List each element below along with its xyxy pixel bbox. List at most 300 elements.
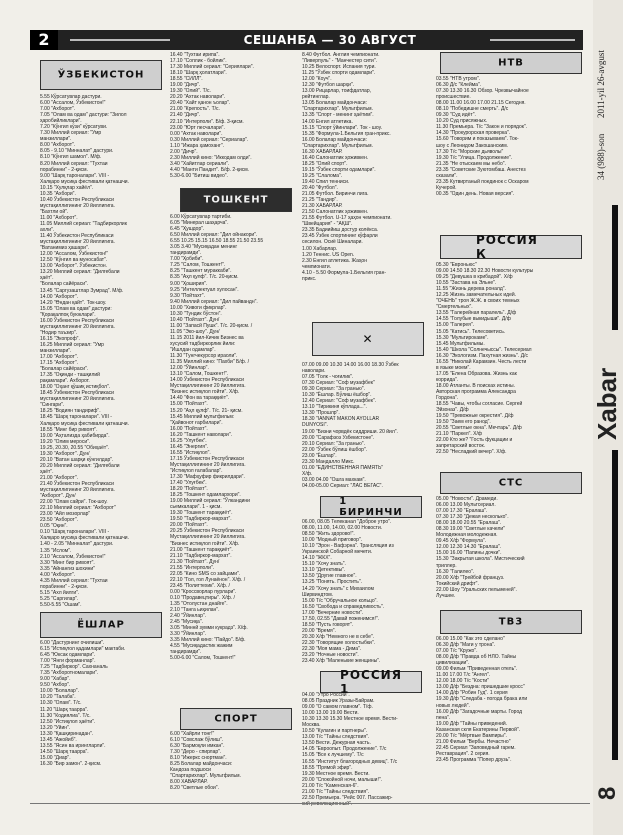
schedule-line: 23.45 Ўзбек спортининг кўфарли (302, 233, 378, 240)
schedule-line: 15.35 "Формула-1.Бельгия гран-прикс. (302, 130, 391, 137)
schedule-line: 20.00 "Время". (302, 627, 336, 634)
schedule-line: "Спартарихлар". Мультфильм. (302, 142, 373, 149)
schedule-line: 22.00 "Олам сайри". Ток-шоу. (40, 499, 108, 506)
schedule-line: 18.25 "Тошкент одамлархори". (170, 492, 241, 499)
schedule-line: Мустақиллигининг 20 йиллигига. (170, 461, 246, 468)
schedule-line: 20.55 "Светлые окна". Мечтарь". Д/ф (436, 425, 522, 432)
schedule-line: Реставрация". 2 серия. (436, 750, 490, 757)
schedule-line: 07.30 13.30 16.30 Обзор. Чрезвычайное (436, 88, 529, 95)
schedule-line: "Болалар сайёраси". (40, 366, 89, 373)
schedule-line: 1.35 "Ислом". (40, 547, 72, 554)
schedule-line: триллер. (436, 562, 457, 569)
schedule-line: "Истиқлол ғалабалар". (170, 467, 223, 474)
logo-rossiya-k: РОССИЯ К (440, 235, 582, 259)
logo-tv3: ТВ3 (440, 610, 582, 634)
schedule-line: 11.15 2011 йил-Кичик Бизнес ва (170, 334, 244, 341)
schedule-line: 15.45 Миллий мультфильм: (170, 413, 235, 420)
schedule-line: 0.10 "Шарқ тароналари". VIII - (40, 529, 110, 536)
schedule-line: новых людей". (436, 702, 470, 709)
schedule-line: 21.55 "Интерполи". (170, 564, 215, 571)
schedule-line: 21.05 Футбол. Биринчи лига. (302, 191, 369, 198)
schedule-line: 12.25 Жизнь замечательных идей. (436, 292, 517, 299)
schedule-line: 19.20 "Олим мероси". (40, 438, 91, 445)
schedule-line: 10.40 "Пойтахт". Дун/ (170, 316, 220, 323)
schedule-line: DUNYOSI". (302, 422, 328, 429)
schedule-line: 23.35 Кутвиртаный поединок с Оскаром (436, 178, 529, 185)
schedule-line: "Сингари". (40, 402, 65, 409)
schedule-line: 22.30 "Моя мама - Дима". (302, 645, 362, 652)
schedule-line: 4.35 Миллий сериал: "Тухтаи (40, 577, 108, 584)
schedule-line: 21.00 Т/с "Каменская-6". (302, 782, 359, 789)
schedule-line: 11.40 Ўзбекистон Республикаси (40, 233, 114, 240)
schedule-line: 11.05 Миллий сериал: "Тадбиркорлик (40, 220, 127, 227)
schedule-line: 10.30 "Олам". Т/с. (40, 700, 82, 707)
schedule-line: 19.30 "Тошкент тараққиёт". (170, 510, 233, 517)
schedule-line: тандирамди". (170, 250, 202, 257)
schedule-line: 8.10 "Ижеркс снортман". (170, 755, 227, 762)
page-header (30, 30, 583, 50)
schedule-line: 12.00 18.00 Т/с "Кости" (436, 678, 489, 685)
schedule-line: 07.00 Т/с "Кружо". (436, 648, 478, 655)
schedule-line: 15.10 "Хочу знать". (302, 561, 346, 568)
schedule-line: 14.00 Д/ф "Робин Гуд". 1 серия (436, 690, 508, 697)
schedule-line: 15.05 "Все к лучшему". Т/с (302, 752, 364, 759)
schedule-line: Авторская программа Александра (436, 388, 516, 395)
schedule-line: 18.55 "Прямой эфир". (302, 764, 353, 771)
schedule-line: 6.10 "Совслаж бўлиш". (170, 737, 224, 744)
schedule-line: 23.45 "Политтехик". Х/ф. / (170, 582, 230, 589)
schedule-line: 12.00 "Ассалом, Ўзбекистон!" (40, 251, 109, 258)
schedule-line: 5.25 "Саргилар". (40, 595, 79, 602)
schedule-line: происшествие. (436, 94, 471, 101)
header-rule-right (490, 39, 575, 41)
schedule-line: 16.25 "Улуғбек". (170, 437, 207, 444)
schedule-line: 10.00 "Болалар". (40, 688, 79, 695)
schedule-line: 15.00 16.00 "Папины дочки". (436, 550, 502, 557)
schedule-line: 19.50 "Тревожные окрестия". Д/ф (436, 413, 514, 420)
schedule-line: 21.40 Ўзбекистон Республикаси (40, 481, 114, 487)
schedule-line: Казанская скля Екатерины Первой". (436, 726, 521, 733)
schedule-line: 20.20 Миллий сериал: "Дилгебали (40, 462, 120, 469)
schedule-line: 22.30 "Говорящие холостыбки". (302, 639, 375, 646)
logo-pervy: 1 БИРИНЧИ (320, 496, 422, 518)
schedule-line: чемпионати. (302, 263, 332, 270)
schedule-line: 10.30 "Тундик бўстон". (170, 310, 222, 317)
schedule-line: 19.00 "Бизни чорвдёк сиддриши. 20 йил". (302, 428, 398, 435)
schedule-column-sport (170, 731, 298, 799)
schedule-line: 21.35 "Не отыскаем мы небо". (436, 160, 506, 167)
schedule-line: мустақиллигининг 20 йиллигига. (40, 323, 115, 330)
schedule-line: 6.00 "Ассалом, Ўзбекистон!" (40, 100, 106, 107)
schedule-line: 13.05 Болалар майдончаси: (302, 100, 367, 107)
schedule-line: 13.20 "Уйин". (40, 724, 71, 731)
schedule-line: 21.30 ХАБАРЛАР. (302, 203, 343, 210)
schedule-line: 15.45 Мультфильмы. (436, 340, 485, 347)
schedule-line: 10.25 Велоспорт. Испания тури. (302, 64, 376, 71)
schedule-line: 13.10 "Салом, Тошкент!". (170, 371, 229, 378)
schedule-line: 15.60 "Говорим и показываем". Ток- (436, 136, 519, 143)
schedule-line: 2.10 "Ассалом, Ўзбекистон!" (40, 553, 106, 560)
schedule-line: наволари. (302, 368, 326, 375)
schedule-line: 13.55 "Галерейная паралель". Д/ф (436, 310, 517, 317)
schedule-line: ҳаробийликлари". (40, 118, 82, 125)
schedule-line: 13.10 "Детективы". (302, 567, 346, 574)
schedule-column-uzbekistan (40, 94, 160, 609)
schedule-line: 07.00 09.00 10.30 14.00 16.00 18.30 Ўзбек (302, 362, 399, 368)
schedule-line: 21.30 "Пойтахт". Дун/ (170, 558, 220, 565)
schedule-line: 6.30 "Бармоқли имкан". (170, 743, 225, 750)
schedule-line: 13.25 "Понять. Простить". (302, 579, 362, 586)
schedule-line: Эйзоназ". Д/ф (436, 407, 469, 414)
schedule-line: мустақиллигининг 20 йиллигига. (40, 487, 115, 494)
schedule-line: 4.55 "Мусиқадастик жажим (170, 643, 233, 650)
schedule-line: 7.05 "Олам ва одам" дастури: "Зилол (40, 112, 127, 119)
schedule-line: "Қорақалпоқ буюклари". (40, 311, 96, 318)
schedule-line: 10.00 13.00 19.00 Вести. (302, 710, 359, 717)
schedule-line: 08.00, 11.00, 14.00, 02.00 Новости. (302, 525, 383, 532)
schedule-line: манзиллари". (40, 136, 72, 143)
schedule-line: сьемкалари". 1 - қисм. (170, 504, 222, 511)
schedule-line: 9.00 "Ҳоширия". (170, 280, 208, 287)
schedule-line: 17.15 Ўзбекистон Республикаси (170, 455, 244, 462)
schedule-line: 08.10 "Победишне смерть". Д/с (436, 106, 509, 113)
header-rule-left (70, 39, 170, 41)
schedule-column-rossiya-k (436, 262, 586, 457)
schedule-line: порабинни" - 2-қисм. (40, 166, 88, 173)
schedule-line: 23.35 Бадиийиш достур колёкса. (302, 227, 379, 234)
schedule-line: 11.00 "Запасй Пушк". Т/с. 20-қисм. / (170, 322, 253, 329)
schedule-line: 12.00 12.30 14.30 "Ералаш". (436, 544, 502, 551)
schedule-line: "Бахтли ой". (40, 208, 69, 215)
schedule-line: 05.30 "Евроньюс" (436, 262, 477, 268)
schedule-line: 15.00 "Пойтахт". (170, 401, 208, 408)
schedule-line: 06.30 Д/с "Клейма". (436, 82, 482, 89)
schedule-line: прикс. (302, 275, 317, 282)
schedule-line: мустақиллигининг 20 йиллигига. (40, 396, 115, 403)
schedule-line: 8.25 "Ташкент мураккаби". (170, 268, 232, 275)
schedule-line: "Спартарихлар". Мультфильм. (302, 106, 373, 113)
schedule-line: 03.55 "НТВ утром". (436, 76, 481, 82)
schedule-line: 8.40 Футбол. Англия чемпионати. (302, 52, 380, 58)
schedule-line: 21.50 Салонатлик ҳоживкен. (302, 209, 369, 216)
schedule-line: 2.30 Енгил атлетика. Жаҳон (302, 257, 367, 264)
schedule-line: 21.10 "Паркел". Х/ф (436, 431, 482, 438)
schedule-line: "Ахборот". Дун/ (40, 493, 76, 500)
schedule-line: тандирамди". (170, 649, 202, 656)
schedule-line: 21.00 Т/с "Тайны следствия". (302, 788, 370, 795)
schedule-line: 17.50, 02.55 "Давай поженимся!". (302, 615, 380, 622)
schedule-line: 8.20 "Светлые обои". (170, 785, 219, 792)
schedule-line: 16.00 Болалар майдончаси: (302, 136, 367, 143)
schedule-line: 08.00 11.00 16.00 17.00 21.15 Сегодня. (436, 100, 526, 107)
schedule-line: 16.25 Миллий сериал: "Умр (40, 341, 104, 348)
schedule-line: 23.30 Мандалло Микс. (302, 458, 355, 465)
schedule-line: 7.30 Миллий сериал: "Умр (40, 130, 102, 137)
schedule-line: 23.00 "Ёшлар". (302, 452, 337, 459)
schedule-line: 14.20 "Өндан қайт". Ток-шоу. (40, 299, 107, 306)
schedule-line: 20.25 Ўзбекистон Республикаси (170, 528, 244, 535)
schedule-line: 16.50 "Свобода и справедливость". (302, 603, 385, 610)
schedule-line: 18.25 "Олий спорт". (302, 160, 348, 167)
schedule-line: 11.30 Премьера. Т/с "Закон и порядок". (436, 124, 528, 131)
schedule-line: 23.20 "Ночные новости". (302, 652, 359, 659)
schedule-line: 11.25 "Ўзбек спорти одамлари". (302, 70, 376, 77)
schedule-line: 16.30 "Экологизм. Пахутная жизнь". Д/с (436, 352, 528, 359)
schedule-line: 5.55 Кўрсатувлар дастури. (40, 94, 102, 100)
schedule-line: 18.30 "IANNAT MAKON AYOLLAR (302, 416, 380, 423)
schedule-line: 10.55 "Застава на Эльне". (436, 280, 497, 287)
schedule-line: Халқаро мусиқа фестивали қатнашчи. (40, 535, 129, 542)
schedule-line: 18.25 "Водиян тандириф". (40, 408, 101, 415)
schedule-line: 21.25 "Тандир". (302, 197, 338, 204)
schedule-line: 3.35 Миллий кино: "Пайдо". Б/ф. (170, 637, 246, 644)
schedule-line: Мустақиллигининг 20 йиллигига. (170, 534, 246, 541)
schedule-line: в языке моем". (436, 364, 471, 371)
schedule-line: 18.10 "Шарқ ҳолатлари". (170, 70, 227, 77)
schedule-line: 08.00 18.00 20.55 "Ералаш". (436, 520, 502, 527)
schedule-line: 13.30 "Қашқиринадан". (40, 730, 94, 737)
schedule-line: 7.35 "Ахборотномалари". (40, 670, 99, 677)
schedule-line: 08.30 19.00 "Светлые качели" (436, 526, 505, 533)
schedule-line: "Бизнес истиқлол гойти". Х/ф. (170, 389, 240, 396)
schedule-line: 0.00 "Ахтак наволари". (170, 130, 223, 137)
schedule-line: 16.55 "Истиқлол". (170, 449, 211, 456)
schedule-line: 09.00 14.50 18.30 22.30 Новости культуры (436, 268, 534, 275)
schedule-line: 07.30 17.30 "Дежая несколько". (436, 514, 509, 521)
schedule-line: 11.00 "Ахборот". (40, 214, 78, 221)
schedule-line: 6.00 "Дастурнинг очилиши". (40, 640, 105, 646)
schedule-line: 22.00 Шоу "Уральских пельменей". (436, 586, 517, 593)
schedule-line: 15.15 "Спорт ўйинлари". Ток - шоу. (302, 124, 382, 131)
schedule-line: 17.30 Т/с "Морские дьяволы" (436, 148, 504, 155)
schedule-line: 9.50 "Ахбор". (40, 682, 71, 689)
logo-rossiya-1: РОССИЯ 1 (320, 671, 422, 693)
side-bar-top (612, 205, 618, 330)
schedule-line: 12.30 "Футбол шарҳи". (302, 82, 355, 89)
schedule-line: 03.00 04.00 "Ошга махкам". (302, 476, 366, 483)
schedule-line: 5.50-5.55 "Ошам". (40, 601, 82, 608)
schedule-line: 19.40 Спил тенниси. (302, 178, 350, 185)
schedule-line: 16.55 "Николай Карамзин. Честь лести (436, 358, 527, 365)
schedule-line: 13.00 "Ахборот". Ўзбекистон. (40, 263, 108, 270)
schedule-line: 23.45 Программа "Попер друзь". (436, 756, 512, 763)
schedule-line: 7.25 "Тадбиркор". Сахнаналь (40, 664, 108, 671)
day-title: СЕШАНБА — 30 АВГУСТ (243, 33, 417, 47)
schedule-line: "Ишлдан одамлар". (170, 347, 216, 354)
schedule-line: 20.00 Т/с "Мёртвые Вампиры". (436, 732, 507, 739)
schedule-line: пена". (436, 714, 451, 721)
schedule-line: 6.50 Миллий сериал: "Дил ойнакори". (170, 232, 258, 239)
schedule-line: 21.00 "Ташкент тараққиёт". (170, 546, 233, 553)
schedule-line: Украинской Собарной мечети. (302, 549, 373, 556)
schedule-line: Лучшее. (436, 592, 456, 599)
schedule-line: 16.55 "Институт благородных девиц". Т/с (302, 758, 398, 765)
schedule-line: 09.00 "О самом главном". Т/ф. (302, 704, 373, 711)
schedule-line: 23.00 "Юрт песчалари". (170, 124, 225, 131)
schedule-line: 09.45 Х/ф "Формула". (436, 538, 487, 545)
schedule-line: 10.00 "Хивоги фикрлар". (170, 304, 227, 311)
schedule-line: 20.00 "Сарафзоз Узбекистоне". (302, 434, 375, 441)
schedule-line: ахли". (40, 227, 55, 234)
schedule-line: 8.10 "Кўнгил шамол". М/ф. (40, 154, 102, 161)
schedule-line: 16.15 "Экопроф". (40, 335, 80, 342)
schedule-line: 22.10 "Интерполи". Б/ф. 3-қисм. (170, 118, 244, 125)
schedule-line: 15.30 "Мультирокаме". (436, 334, 489, 341)
schedule-line: 0.10 "Продавецтиры". Х/ф. / (170, 594, 235, 601)
schedule-line: 08.00 Д/ф "Правда об НЛО. Тайны (436, 654, 517, 661)
logo-ntv: НТВ (440, 52, 582, 74)
schedule-line: 22.50 Премьера. "Рейс 007. Пассажир- (302, 794, 393, 801)
schedule-line: 10.30 13.30 15.30 Местное время. Вести- (302, 716, 398, 723)
schedule-line: 18.45 Ўзбекистон Республикаси (40, 390, 114, 397)
schedule-line: 22.10 "Гол, гол Лунаёнон". Х/ф. / (170, 576, 246, 583)
schedule-line: 20.00 Х/ф "Трейбой француз. (436, 574, 505, 581)
schedule-line: Молодежная молодежная. (436, 532, 498, 539)
schedule-column-tv3 (436, 636, 586, 801)
schedule-line: Кандоза подшоси (170, 767, 211, 774)
schedule-line: "Швейцария" - "АҚШ". (302, 221, 353, 228)
schedule-line: 13.50 "Другие главное". (302, 573, 357, 580)
logo-toshkent: ТОШКЕНТ (180, 188, 292, 212)
schedule-line: Халқаро мусиқа фестивали қатнашчи. (40, 420, 129, 427)
schedule-line: Х/ф. (302, 470, 313, 477)
schedule-line: 13.45 "Ажойиб". (40, 736, 77, 743)
bottom-rule (30, 803, 590, 804)
schedule-line: 12.00 "Ўйинлар". (170, 365, 209, 372)
schedule-line: 06.00 15.00 "Как это сделано" (436, 636, 505, 642)
schedule-line: 14.00 "Ахборот". (40, 293, 79, 300)
schedule-line: 16.45 "Энергия". (170, 443, 209, 450)
schedule-line: 08.50 "Жить здорово!". (302, 531, 355, 538)
schedule-line: 07.00 17.30 "Ералаш". (436, 508, 488, 515)
schedule-line: 4.40 "Манти Пандит". Б/ф. 2-қисм. (170, 166, 250, 173)
schedule-line: 17.00 "Ахборот". (40, 354, 79, 361)
schedule-line: 1.10 "Ижара ҳамоханг". (170, 142, 224, 149)
schedule-line: 18.55 "СИЛЛ". (170, 76, 203, 83)
schedule-line: 5.00-6.00 "Салом, Тошкент!" (170, 655, 236, 662)
schedule-line: 07.05 "Голк - чоғилик". (302, 374, 354, 381)
schedule-line: порабинни" - 2-қисм. (40, 583, 88, 590)
schedule-line: 18.20 "Пойтахт". (170, 486, 208, 493)
schedule-line: 15.30 "Закрытая школа". Мистический (436, 556, 525, 563)
schedule-line: Ширвиндтом. (302, 591, 334, 598)
schedule-line: 21.40 "Дичр". (170, 112, 201, 119)
schedule-line: манзиллари". (40, 347, 72, 354)
schedule-line: 12.50 "Кўнгил ва муносабат". (40, 257, 108, 264)
schedule-line: 15.40 "Школа "Солнечыссы". Телесериал (436, 346, 532, 353)
schedule-line: Мустақиллигининг 20 йиллигига. (170, 383, 246, 390)
schedule-line: 16.00 "Пойтахт". (170, 425, 208, 432)
logo-channel-k: ✕ (312, 322, 424, 356)
schedule-line: 13.00 Д/ф "Бездна: пришедшие кросс" (436, 684, 525, 691)
schedule-line: 20.30 Х/ф "Немного не в себе". (302, 633, 375, 640)
logo-yoshlar: ЁШЛАР (40, 612, 162, 638)
schedule-line: 17.15 "Ахборот". (40, 360, 79, 367)
schedule-line: 11.05 "Эко-шоу". Дун/ (170, 328, 220, 335)
schedule-line: 06.00, 08.05 Телеканал "Доброе утро". (302, 519, 392, 525)
schedule-line: 13.30 "Прошлр". (302, 410, 340, 417)
schedule-column-yoshlar (40, 640, 160, 800)
schedule-line: 21.00 Фильм "Вербы. Нечастно" (436, 738, 511, 745)
schedule-line: 17.10 "Соплик - бойлик". (170, 58, 227, 65)
schedule-line: ҳаёт". (40, 468, 54, 475)
schedule-line: 4.00 "Ахборот". (40, 571, 76, 578)
schedule-line: 8.20 Миллий сериал: "Тухтаи (40, 160, 108, 167)
schedule-line: 2.40 "Ўйинлар". (170, 613, 207, 620)
schedule-line: 22.00 "Ўзбек бўлиш ёшбор". (302, 446, 368, 453)
schedule-line: 00.35 "Один день. Новая версия". (436, 190, 515, 197)
schedule-line: 2.30 Миллий кино: "Иккодам олди". (170, 154, 252, 161)
schedule-line: 7.00 "Янги форманлар". (40, 658, 96, 665)
schedule-line: сказали". (436, 172, 458, 179)
schedule-line: 11.35 Миллий кино: "Пахби" Б/ф. / (170, 359, 249, 366)
schedule-line: "Ливерпуль" - "Манчестер сити". (302, 58, 377, 65)
schedule-line: 10.15 "Хулқлар хайёл". (40, 184, 94, 191)
schedule-line: 20.40 "Хайт қанон ъолар". (170, 100, 231, 107)
schedule-line: 16.00 Ўзбекистон Республикаси (40, 317, 114, 324)
schedule-line: 7.30 "Деро - спирлар". (170, 749, 222, 756)
schedule-line: 6.00 Кўрсатувлар тартиби. (170, 214, 232, 220)
schedule-line: шоу с Леонидом Закошанским. (436, 142, 509, 149)
logo-sts: СТС (440, 472, 582, 494)
schedule-line: 05.00 "Новости". Драмеди. (436, 496, 498, 502)
schedule-line: 18.55 "Чавы, чтобы согласие. Сергей (436, 401, 523, 408)
schedule-line: 15.00 "Галерея". (436, 322, 475, 329)
schedule-line: 19.00 Д/ф "Тайны приведений. (436, 720, 508, 727)
schedule-line: 6.00 "Хайрли тонг!" (170, 731, 215, 737)
schedule-column-toshkent (170, 214, 298, 706)
schedule-line: 6.15 "Истиқлол қадамлари" мактаби. (40, 646, 126, 653)
schedule-line: Москва. (302, 722, 321, 729)
schedule-line: 21.00 "Крепость". Т/с. (170, 106, 220, 113)
schedule-line: 13.50 Вести. Дежурная часть. (302, 740, 371, 747)
schedule-line: 10.20 "Талаба". (40, 694, 76, 701)
schedule-line: 10.20 Суд присяжных. (436, 118, 488, 125)
schedule-line: 18.55 "Минг бир ривоят". (40, 426, 98, 433)
schedule-line: Халқаро мусиқа фестивали қатнашчи. (40, 178, 129, 185)
schedule-line: 13.20 Миллий сериал: "Дилгебали (40, 269, 120, 276)
schedule-line: 19.30 Т/с "Улица. Продолжение". (436, 154, 513, 161)
schedule-line: 09.00 Фильм "Приведенная отель". (436, 666, 518, 673)
schedule-line: 13.00 Рицарлар, тоифдатлар, (302, 88, 371, 95)
schedule-line: 19.25, 20.30, 20.55 "Обиҳаёт". (40, 444, 110, 451)
schedule-line: 6.05 "Минерал шаҳарча". (170, 220, 229, 227)
schedule-line: 12.40 Сериал: "Соф музафбек". (302, 398, 377, 405)
schedule-line: "Нодир таъзир". (40, 329, 78, 336)
schedule-line: 9.30 "Пойтахт". (170, 292, 205, 299)
schedule-line: 06.00 13.00 Мультсериал. (436, 502, 496, 509)
schedule-line: 11.20 "Шарқ таарра". (40, 706, 89, 713)
side-bar-bottom (612, 450, 618, 760)
schedule-line: 19.00 "Аҳтализда ҳабибирда". (40, 432, 110, 439)
schedule-line: "Бизнес истиқлол гойти". Х/ф. (170, 540, 240, 547)
schedule-line: 22.05 "Кино SMS со зайцами". (170, 570, 241, 577)
schedule-line: 04.00 "Утро России". (302, 692, 350, 698)
schedule-line: 0.00 "Кроссворлар пурлари". (170, 588, 237, 595)
schedule-line: 19.00 Миллий сериал: "Ўлкандини (170, 498, 250, 505)
schedule-line: 3.05 3.40 "Мусиқадан менинг (170, 244, 238, 251)
schedule-line: 16.20 "Ташкент наволари". (170, 431, 233, 438)
schedule-line: 0.05 "Оқин". (40, 523, 68, 530)
schedule-line: 22.50 "Несладкий вечер". Х/ф. (436, 449, 507, 456)
schedule-line: 10.00 "Модный приговор". (302, 537, 363, 544)
schedule-line: 23.00 "Айл мозорлар" (40, 511, 91, 518)
schedule-line: "Смертельных". (436, 304, 473, 311)
schedule-line: 17.35 "Оқинди - ташқилий (40, 372, 100, 379)
schedule-line: 7.00 "Ҳобиби". (170, 256, 204, 263)
schedule-line: 16.00 Д/ф "Загадочные марты. Город (436, 708, 523, 715)
schedule-line: 16.30 "Галилео". (436, 568, 475, 575)
